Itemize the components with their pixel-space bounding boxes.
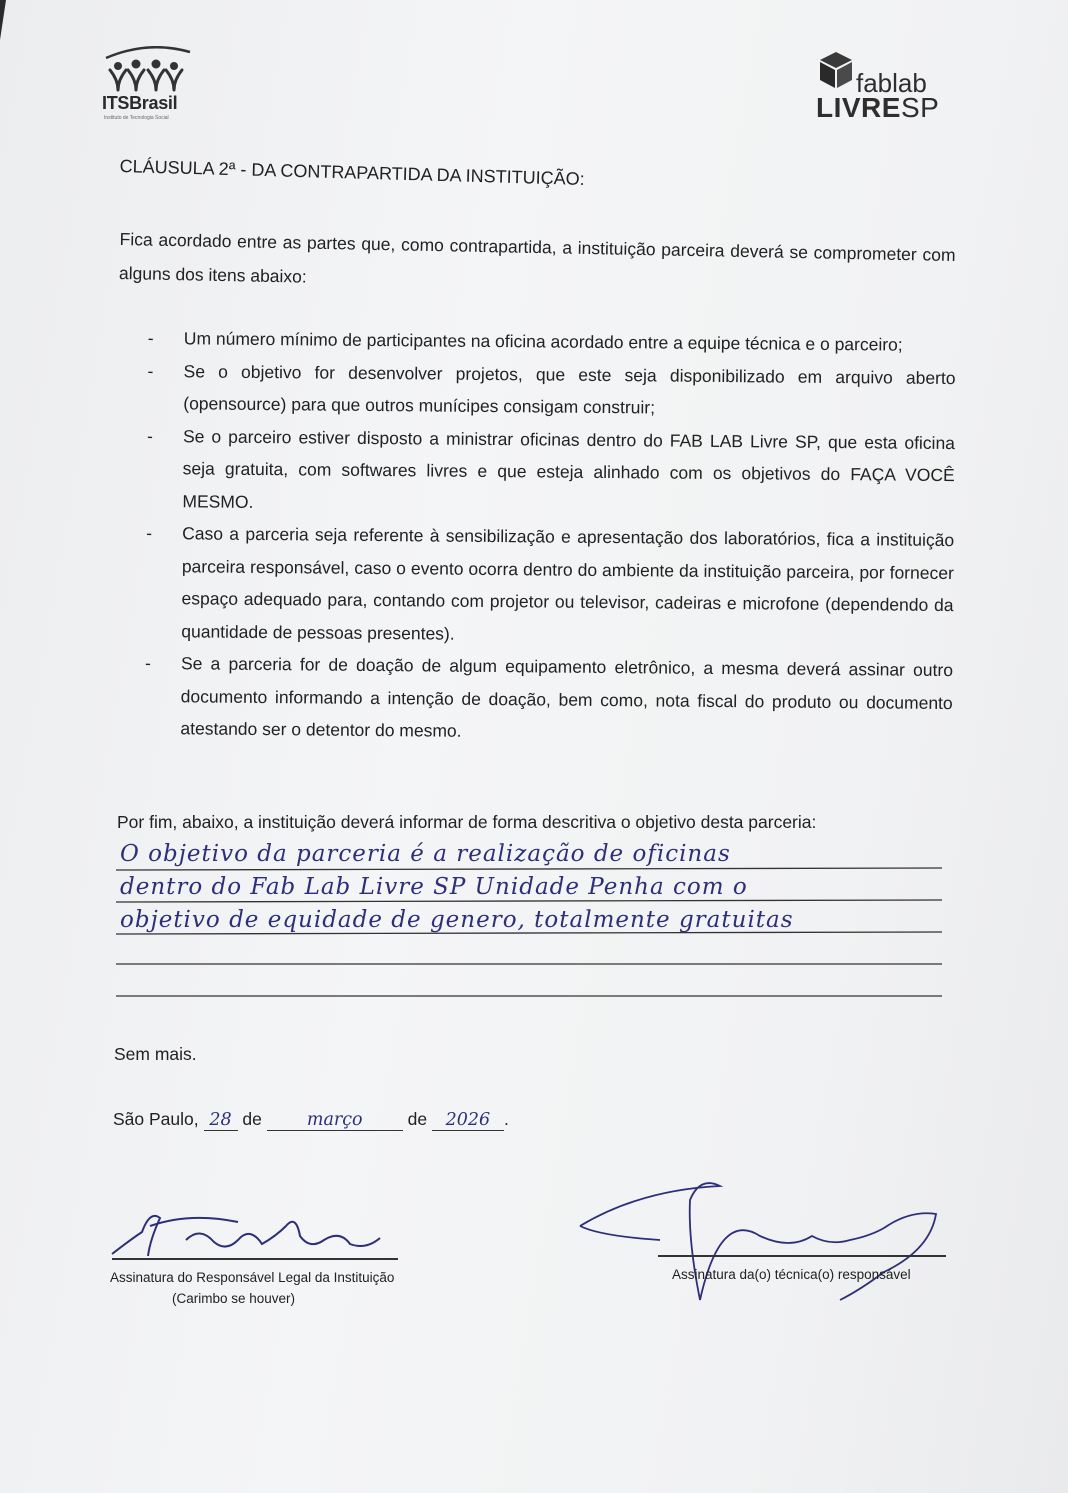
signature-line-left <box>112 1258 398 1260</box>
list-item-text: Se a parceria for de doação de algum equipamento eletrônico, a mesma deverá assinar outro documento informando a intenção de doação, bem como, nota fiscal do produto ou documento atestando ser o detentor do mesmo. <box>180 653 954 741</box>
list-item-text: Caso a parceria seja referente à sensibilização e apresentação dos laboratórios, fica a instituição parceira responsável, caso o evento ocorra dentro do ambiente da instituição parceira, por fornecer espaço adequado para, contando com projetor ou televisor, cadeiras e microfone (dependendo da quantidade de pessoas presentes). <box>181 523 955 644</box>
list-item <box>144 647 953 752</box>
fablab-livresp <box>816 92 939 124</box>
fablab-livre: LIVRE <box>816 92 901 123</box>
itsbrasil-name: ITSBrasil <box>102 93 178 113</box>
handwritten-line: O objetivo da parceria é a realização de oficinas <box>120 841 731 867</box>
closing-text: Sem mais. <box>114 1044 197 1064</box>
list-marker: - <box>147 360 154 381</box>
list-marker: - <box>146 425 153 446</box>
fablab-word: fablab <box>856 68 927 98</box>
list-marker: - <box>147 327 154 349</box>
list-item <box>146 419 955 524</box>
list-marker: - <box>146 522 153 544</box>
fablab-sp: SP <box>900 92 940 123</box>
signature-label-right: Assinatura da(o) técnica(o) responsável <box>672 1267 911 1282</box>
fablab-logo <box>814 48 954 128</box>
final-prompt: Por fim, abaixo, a instituição deverá informar de forma descritiva o objetivo desta parceria: <box>117 812 817 832</box>
date-day: 28 <box>204 1110 238 1131</box>
list-item-text: Se o parceiro estiver disposto a ministrar oficinas dentro do FAB LAB Livre SP, que esta oficina seja gratuita, com softwares livres e que esteja alinhado com os objetivos do FAÇA VOCÊ MESMO. <box>182 425 956 512</box>
date-end: . <box>503 1109 509 1129</box>
intro-paragraph: Fica acordado entre as partes que, como contrapartida, a instituição parceira deverá se comprometer com alguns dos itens abaixo: <box>118 228 956 287</box>
handwritten-line: objetivo de equidade de genero, totalmente gratuitas <box>120 907 794 933</box>
date-city: São Paulo, <box>113 1109 199 1129</box>
date-year: 2026 <box>432 1110 504 1131</box>
people-icon <box>98 46 198 94</box>
list-item <box>145 517 954 654</box>
list-item-text: Se o objetivo for desenvolver projetos, que este seja disponibilizado em arquivo aberto (opensource) para que outros munícipes consigam construir; <box>183 360 956 418</box>
handwritten-answer <box>120 838 980 937</box>
list-marker: - <box>144 652 151 674</box>
stamp-note: (Carimbo se houver) <box>172 1291 296 1306</box>
obligations-list <box>144 322 956 752</box>
list-item-text: Um número mínimo de participantes na oficina acordado entre a equipe técnica e o parceiro; <box>183 328 903 355</box>
signature-label-left: Assinatura do Responsável Legal da Instituição <box>110 1270 395 1285</box>
clause-heading: CLÁUSULA 2ª - DA CONTRAPARTIDA DA INSTITUIÇÃO: <box>119 156 585 189</box>
date-month: março <box>267 1110 403 1131</box>
date-sep: de <box>242 1109 262 1129</box>
signature-line-right <box>658 1255 946 1257</box>
itsbrasil-tagline: Instituto de Tecnologia Social <box>104 115 169 121</box>
date-sep: de <box>407 1109 428 1129</box>
date-line <box>113 1109 509 1131</box>
itsbrasil-logo <box>98 46 198 124</box>
handwritten-line: dentro do Fab Lab Livre SP Unidade Penha com o <box>120 874 748 900</box>
list-item <box>147 354 956 426</box>
cube-icon <box>818 50 854 90</box>
